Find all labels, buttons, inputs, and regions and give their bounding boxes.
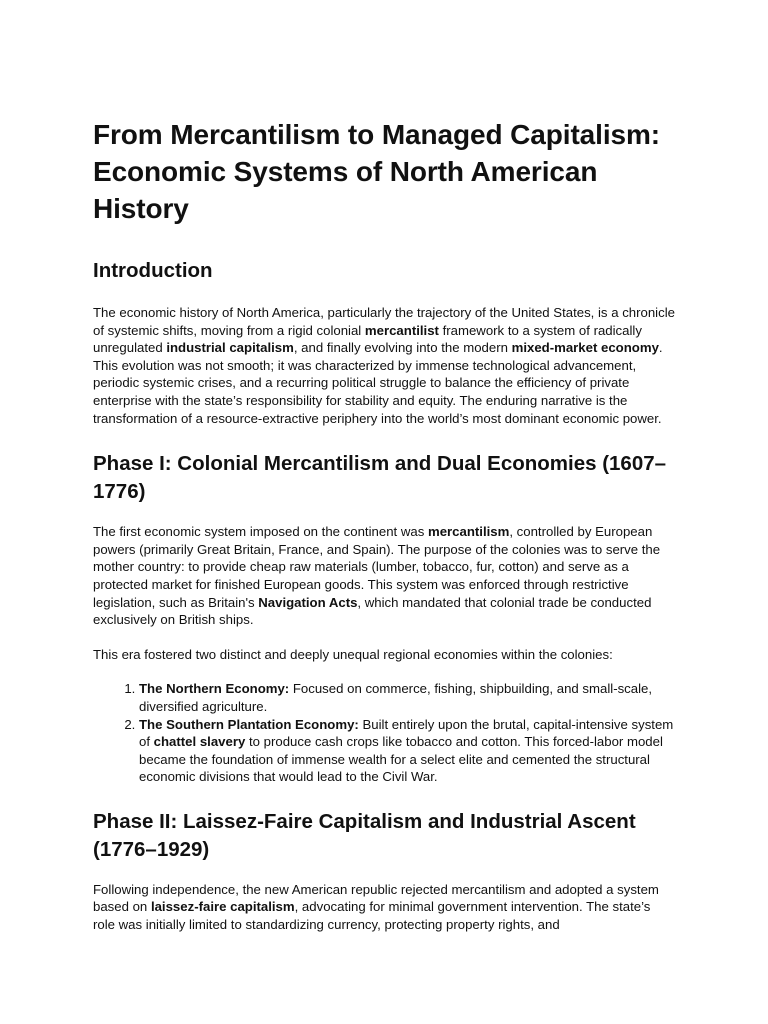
bold-term-mercantilism: mercantilism [427,524,510,540]
text-run: , which mandated that colonial trade be conducted exclusively on British ships. [93,594,652,628]
regional-economies-list [93,680,676,786]
text-run: The economic history of North America, particularly the trajectory of the United States, is a chronicle of systemic shifts, moving from a rigid colonial [93,305,675,338]
text-run: Following independence, the new American republic rejected mercantilism and adopted a system based on [93,881,659,915]
list-item-text: to produce cash crops like tobacco and cotton. This forced-labor model became the foundation of immense wealth for a select elite and cemented the structural economic divisions that would lead to the Civil War. [139,734,663,785]
section-heading-phase-2: Phase II: Laissez-Faire Capitalism and Industrial Ascent (1776–1929) [93,809,636,861]
text-run: The first economic system imposed on the continent was [93,524,428,540]
bold-term-chattel-slavery: chattel slavery [153,734,246,750]
phase-1-paragraph-1 [93,523,676,629]
document-title: From Mercantilism to Managed Capitalism: Economic Systems of North American History [93,119,660,224]
bold-term-navigation-acts: Navigation Acts [258,594,358,610]
section-heading-phase-1: Phase I: Colonial Mercantilism and Dual Economies (1607–1776) [93,452,667,504]
list-item-text: Focused on commerce, fishing, shipbuilding, and small-scale, diversified agriculture. [139,681,653,714]
bold-term-mercantilist: mercantilist [364,322,439,338]
bold-term-mixed-market-economy: mixed-market economy [511,340,659,356]
list-item-southern-plantation-economy [139,716,676,786]
text-run: , controlled by European powers (primarily Great Britain, France, and Spain). The purpose of the colonies was to serve the mother country: to provide cheap raw materials (lumber, tobacco, fur, cotton) and serve as a protected market for finished European goods. This system was enforced through restrictive legislation, such as Britain's [93,524,661,610]
list-item-text: Built entirely upon the brutal, capital-intensive system of [139,716,674,750]
list-item-label: The Southern Plantation Economy: [139,716,359,732]
phase-1-paragraph-2: This era fostered two distinct and deeply unequal regional economies within the colonies: [93,646,613,662]
list-item-label: The Northern Economy: [139,681,290,697]
bold-term-laissez-faire-capitalism: laissez-faire capitalism [150,899,295,915]
text-run: . This evolution was not smooth; it was characterized by immense technological advancement, periodic systemic crises, and a recurring political struggle to balance the efficiency of private enterprise with the state’s responsibility for stability and equity. The enduring narrative is the transformation of a resource-extractive periphery into the world’s most dominant economic power. [93,340,663,426]
section-heading-introduction: Introduction [93,259,213,282]
text-run: , and finally evolving into the modern [293,340,512,356]
phase-2-paragraph-1 [93,881,676,934]
text-run: , advocating for minimal government intervention. The state’s role was initially limited to standardizing currency, protecting property rights, and [93,899,651,933]
text-run: framework to a system of radically unregulated [93,322,642,356]
introduction-paragraph [93,304,676,427]
list-item-northern-economy [139,680,676,715]
bold-term-industrial-capitalism: industrial capitalism [166,340,294,356]
